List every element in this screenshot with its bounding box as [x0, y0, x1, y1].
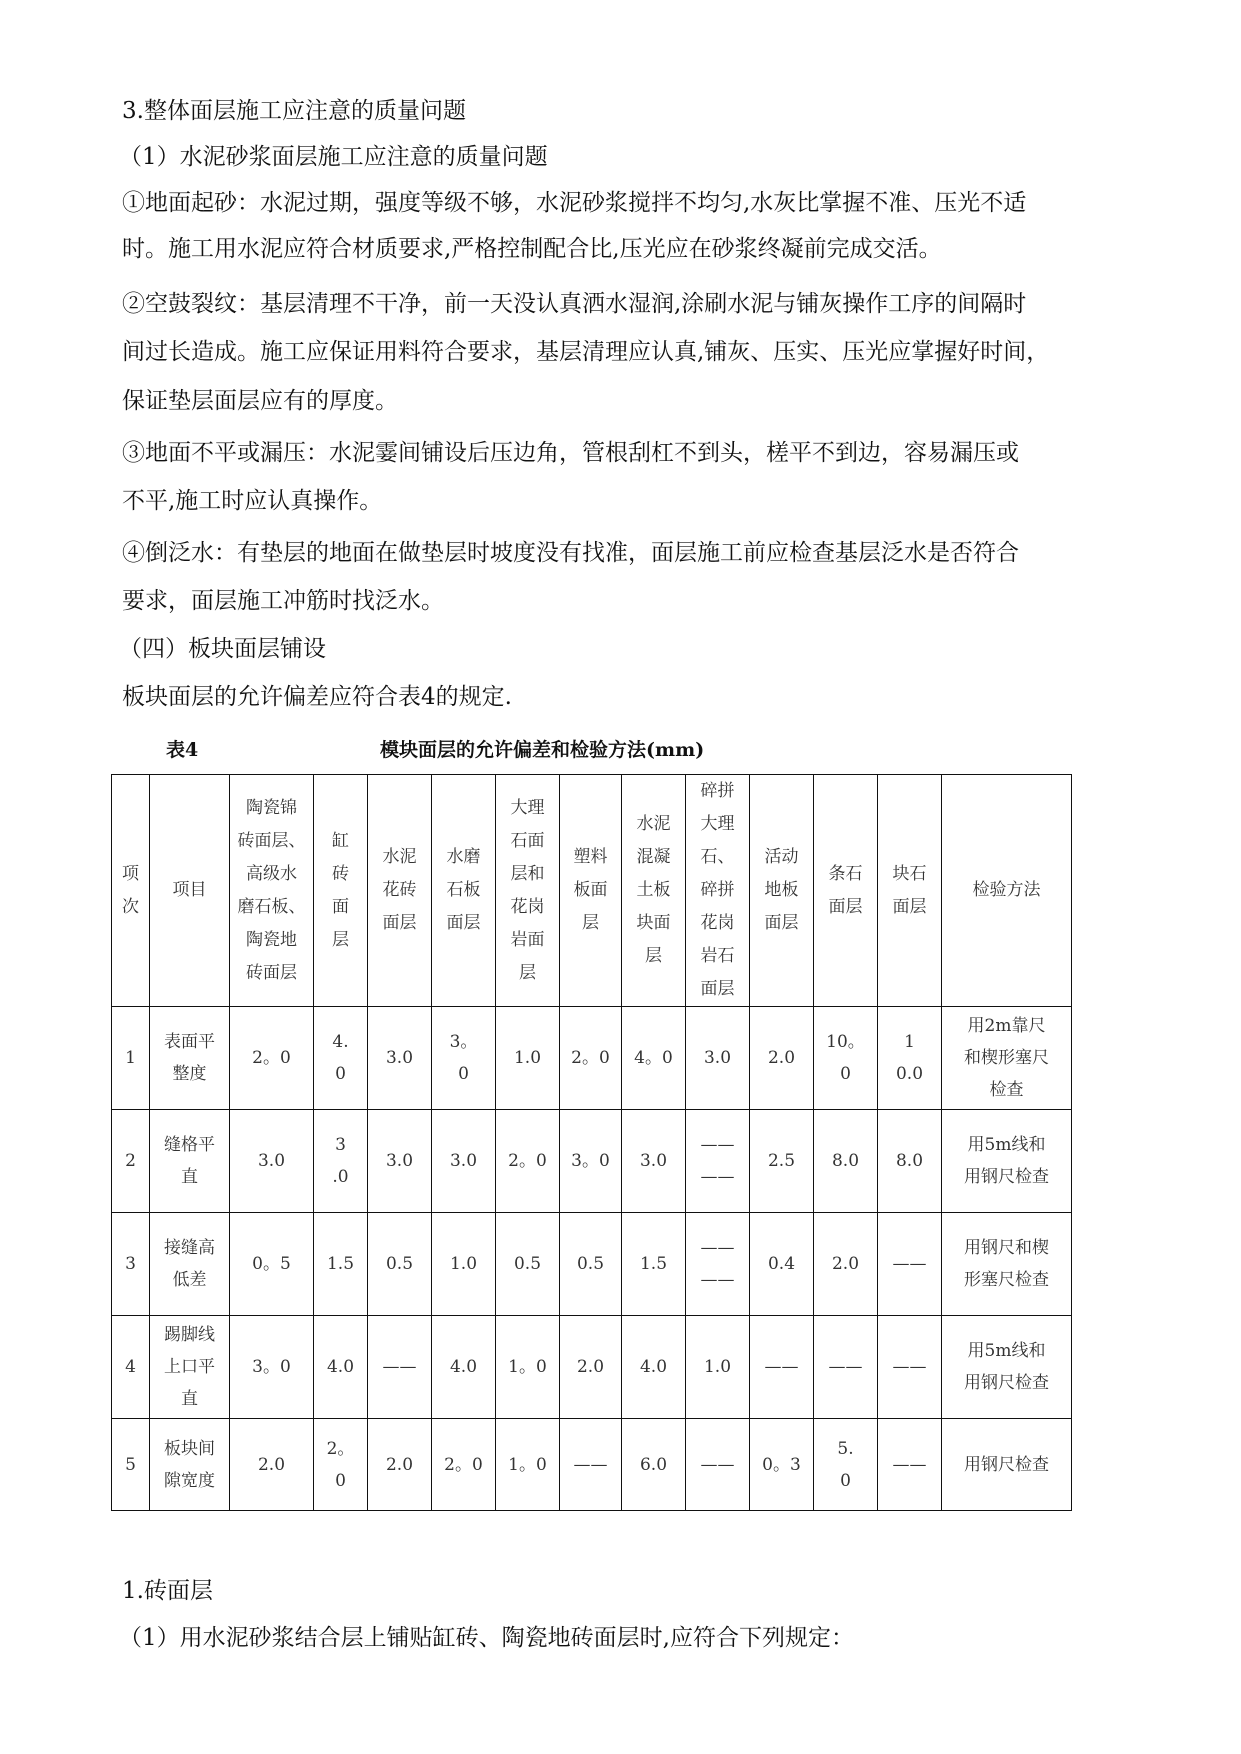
- table-cell: ——: [878, 1213, 942, 1316]
- table-cell: 2.0: [368, 1419, 432, 1511]
- table-cell: 1.0: [496, 1007, 560, 1110]
- deviation-table: [111, 774, 1072, 1511]
- table-cell: 2.0: [814, 1213, 878, 1316]
- table-cell: 3.0: [368, 1007, 432, 1110]
- table-cell: 2: [112, 1110, 150, 1213]
- table-cell: 2.0: [560, 1316, 622, 1419]
- paragraph-line: 不平,施工时应认真操作。: [122, 488, 383, 514]
- paragraph-line: ③地面不平或漏压：水泥霎间铺设后压边角，管根刮杠不到头，槎平不到边，容易漏压或: [122, 440, 1019, 466]
- table-cell: 2。0: [432, 1419, 496, 1511]
- paragraph-line: （1）用水泥砂浆结合层上铺贴缸砖、陶瓷地砖面层时,应符合下列规定：: [119, 1625, 854, 1651]
- table-cell: 5: [112, 1419, 150, 1511]
- table-cell: ——: [560, 1419, 622, 1511]
- table-cell: 用钢尺和楔 形塞尺检查: [942, 1213, 1072, 1316]
- table-cell: 4.0: [432, 1316, 496, 1419]
- table-row: [112, 1007, 1072, 1110]
- table-cell: 0.4: [750, 1213, 814, 1316]
- table-cell: ——: [878, 1316, 942, 1419]
- header-cell: 块石 面层: [878, 775, 942, 1007]
- table-cell: 10。 0: [814, 1007, 878, 1110]
- table-header-row: [112, 775, 1072, 1007]
- subheading-block-surface: （四）板块面层铺设: [119, 636, 326, 662]
- table-cell: 3.0: [686, 1007, 750, 1110]
- table-cell: 2。0: [560, 1007, 622, 1110]
- paragraph-line: ④倒泛水：有垫层的地面在做垫层时坡度没有找准，面层施工前应检查基层泛水是否符合: [122, 540, 1019, 566]
- table-row: [112, 1316, 1072, 1419]
- table-cell: 8.0: [878, 1110, 942, 1213]
- paragraph-line: 保证垫层面层应有的厚度。: [122, 388, 398, 414]
- header-cell: 陶瓷锦 砖面层、 高级水 磨石板、 陶瓷地 砖面层: [230, 775, 314, 1007]
- header-cell: 水泥 花砖 面层: [368, 775, 432, 1007]
- table-cell: 2。0: [230, 1007, 314, 1110]
- header-cell: 项目: [150, 775, 230, 1007]
- table-cell: 1.0: [432, 1213, 496, 1316]
- table-cell: ——: [368, 1316, 432, 1419]
- table-cell: 用钢尺检查: [942, 1419, 1072, 1511]
- header-cell: 塑料 板面 层: [560, 775, 622, 1007]
- paragraph-line: 要求，面层施工冲筋时找泛水。: [122, 588, 444, 614]
- table-cell: 板块间 隙宽度: [150, 1419, 230, 1511]
- table-cell: 1.5: [314, 1213, 368, 1316]
- table-cell: 4.0: [314, 1316, 368, 1419]
- table-cell: 2。0: [496, 1110, 560, 1213]
- table-cell: 用5m线和 用钢尺检查: [942, 1110, 1072, 1213]
- table-cell: 表面平 整度: [150, 1007, 230, 1110]
- table-cell: 踢脚线 上口平 直: [150, 1316, 230, 1419]
- paragraph-line: ①地面起砂：水泥过期，强度等级不够，水泥砂浆搅拌不均匀,水灰比掌握不准、压光不适: [122, 190, 1027, 216]
- table-cell: ——: [814, 1316, 878, 1419]
- paragraph-line: 板块面层的允许偏差应符合表4的规定.: [122, 684, 512, 710]
- table-cell: 0.5: [368, 1213, 432, 1316]
- table-cell: 3。 0: [432, 1007, 496, 1110]
- table-row: [112, 1419, 1072, 1511]
- header-cell: 大理 石面 层和 花岗 岩面 层: [496, 775, 560, 1007]
- header-cell: 活动 地板 面层: [750, 775, 814, 1007]
- header-cell: 项 次: [112, 775, 150, 1007]
- header-cell: 检验方法: [942, 775, 1072, 1007]
- table-row: [112, 1213, 1072, 1316]
- table-cell: ——: [878, 1419, 942, 1511]
- paragraph-line: 时。施工用水泥应符合材质要求,严格控制配合比,压光应在砂浆终凝前完成交活。: [122, 236, 942, 262]
- table-row: [112, 1110, 1072, 1213]
- table-cell: 0.5: [496, 1213, 560, 1316]
- table-cell: 4: [112, 1316, 150, 1419]
- table-cell: 0.5: [560, 1213, 622, 1316]
- table-cell: 1.5: [622, 1213, 686, 1316]
- header-cell: 条石 面层: [814, 775, 878, 1007]
- table-number: 表4: [166, 739, 199, 761]
- header-cell: 水磨 石板 面层: [432, 775, 496, 1007]
- table-cell: 4.0: [622, 1316, 686, 1419]
- table-cell: 2。 0: [314, 1419, 368, 1511]
- table-cell: 8.0: [814, 1110, 878, 1213]
- table-cell: 1: [112, 1007, 150, 1110]
- header-cell: 缸 砖 面 层: [314, 775, 368, 1007]
- table-cell: 0。5: [230, 1213, 314, 1316]
- heading-brick-surface: 1.砖面层: [122, 1578, 213, 1604]
- table-cell: 用5m线和 用钢尺检查: [942, 1316, 1072, 1419]
- table-cell: 2.0: [750, 1007, 814, 1110]
- table-cell: 5. 0: [814, 1419, 878, 1511]
- table-cell: ——: [750, 1316, 814, 1419]
- table-cell: 缝格平 直: [150, 1110, 230, 1213]
- subheading-cement-mortar: （1）水泥砂浆面层施工应注意的质量问题: [119, 144, 548, 170]
- table-cell: 3: [112, 1213, 150, 1316]
- table-cell: 4。0: [622, 1007, 686, 1110]
- table-cell: 1。0: [496, 1316, 560, 1419]
- table-cell: 3.0: [368, 1110, 432, 1213]
- table-title: 模块面层的允许偏差和检验方法(mm): [380, 739, 705, 761]
- paragraph-line: 间过长造成。施工应保证用料符合要求，基层清理应认真,铺灰、压实、压光应掌握好时间，: [122, 339, 1050, 365]
- table-cell: 2.0: [230, 1419, 314, 1511]
- table-cell: 4. 0: [314, 1007, 368, 1110]
- table-cell: 3.0: [432, 1110, 496, 1213]
- table-cell: ——: [686, 1419, 750, 1511]
- table-cell: 3 .0: [314, 1110, 368, 1213]
- paragraph-line: ②空鼓裂纹：基层清理不干净，前一天没认真洒水湿润,涂刷水泥与铺灰操作工序的间隔时: [122, 291, 1027, 317]
- table-cell: 3.0: [622, 1110, 686, 1213]
- table-cell: 3.0: [230, 1110, 314, 1213]
- table-cell: 0。3: [750, 1419, 814, 1511]
- heading-quality-issues: 3.整体面层施工应注意的质量问题: [122, 98, 466, 124]
- table-cell: 1。0: [496, 1419, 560, 1511]
- table-cell: 1 0.0: [878, 1007, 942, 1110]
- table-cell: 接缝高 低差: [150, 1213, 230, 1316]
- table-cell: 3。0: [230, 1316, 314, 1419]
- table-cell: 3。0: [560, 1110, 622, 1213]
- table-cell: 2.5: [750, 1110, 814, 1213]
- table-cell: 1.0: [686, 1316, 750, 1419]
- table-cell: —— ——: [686, 1213, 750, 1316]
- table-cell: 6.0: [622, 1419, 686, 1511]
- header-cell: 碎拼 大理 石、 碎拼 花岗 岩石 面层: [686, 775, 750, 1007]
- table-cell: —— ——: [686, 1110, 750, 1213]
- table-cell: 用2m靠尺 和楔形塞尺 检查: [942, 1007, 1072, 1110]
- header-cell: 水泥 混凝 土板 块面 层: [622, 775, 686, 1007]
